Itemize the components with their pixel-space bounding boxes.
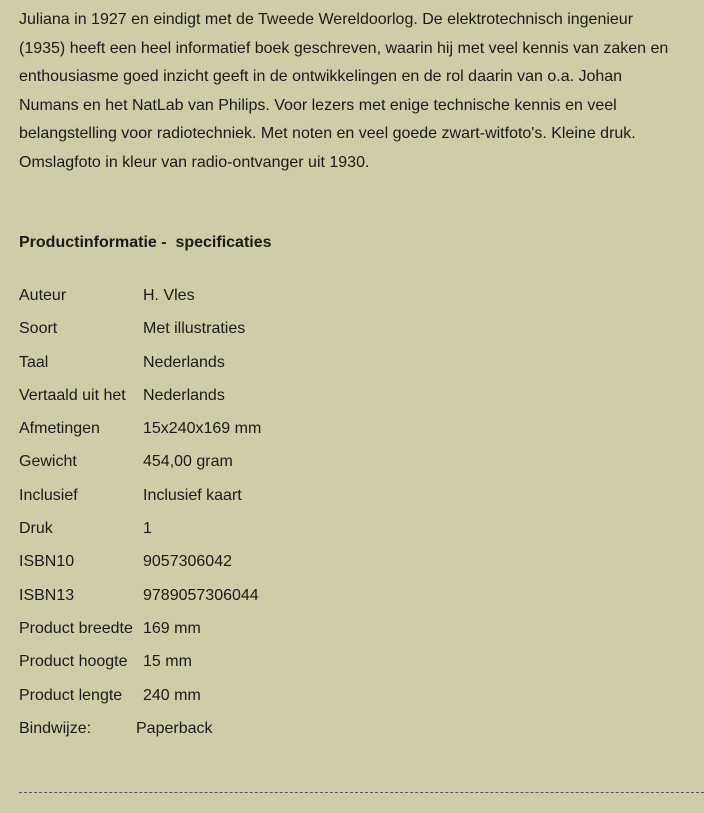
spec-row-product-hoogte <box>19 650 261 683</box>
spec-row-product-breedte <box>19 617 261 650</box>
spec-value: 15x240x169 mm <box>143 420 262 438</box>
spec-value: 9789057306044 <box>143 586 259 604</box>
spec-label: Product breedte <box>19 619 133 637</box>
spec-label: Soort <box>19 320 58 338</box>
spec-row-vertaald-uit <box>19 384 261 417</box>
specifications-list <box>19 284 261 750</box>
spec-label: Bindwijze: <box>19 719 92 737</box>
spec-label: ISBN10 <box>19 553 75 571</box>
description-line: enthousiasme goed inzicht geeft in de ontwikkelingen en de rol daarin van o.a. Johan <box>19 68 623 86</box>
spec-value: Inclusief kaart <box>143 486 242 504</box>
spec-row-taal <box>19 351 261 384</box>
spec-value: 454,00 gram <box>143 453 233 471</box>
spec-label: Auteur <box>19 287 67 304</box>
description-line: belangstelling voor radiotechniek. Met noten en veel goede zwart-witfoto's. Kleine druk. <box>19 125 636 143</box>
spec-label: ISBN13 <box>19 586 75 604</box>
spec-row-gewicht <box>19 450 261 483</box>
spec-label: Vertaald uit het <box>19 386 126 404</box>
spec-label: Druk <box>19 520 53 538</box>
spec-row-afmetingen <box>19 417 261 450</box>
spec-row-isbn13 <box>19 584 261 617</box>
spec-label: Inclusief <box>19 486 78 504</box>
spec-row-auteur <box>19 284 261 317</box>
spec-value: Nederlands <box>143 353 225 371</box>
description-line: (1935) heeft een heel informatief boek geschreven, waarin hij met veel kennis van zaken en <box>19 39 669 57</box>
spec-value: 1 <box>143 520 152 538</box>
spec-row-product-lengte <box>19 684 261 717</box>
spec-value: Nederlands <box>143 386 225 404</box>
description-line: Omslagfoto in kleur van radio-ontvanger uit 1930. <box>19 153 370 171</box>
spec-label: Product hoogte <box>19 653 128 671</box>
spec-value: Paperback <box>136 719 213 737</box>
product-description <box>19 6 668 178</box>
spec-row-bindwijze <box>19 717 261 750</box>
spec-value: 15 mm <box>143 653 192 671</box>
spec-label: Afmetingen <box>19 420 100 438</box>
spec-row-druk <box>19 517 261 550</box>
spec-value: Met illustraties <box>143 320 246 338</box>
spec-value: H. Vles <box>143 287 195 304</box>
spec-label: Taal <box>19 353 49 371</box>
spec-row-isbn10 <box>19 550 261 583</box>
spec-value: 169 mm <box>143 619 201 637</box>
spec-value: 9057306042 <box>143 553 232 571</box>
description-line: Juliana in 1927 en eindigt met de Tweede Wereldoorlog. De elektrotechnisch ingenieur <box>19 11 634 28</box>
description-line: Numans en het NatLab van Philips. Voor lezers met enige technische kennis en veel <box>19 96 617 114</box>
spec-row-inclusief <box>19 484 261 517</box>
dashed-divider <box>19 792 704 793</box>
spec-value: 240 mm <box>143 686 201 704</box>
spec-row-soort <box>19 317 261 350</box>
spec-label: Product lengte <box>19 686 123 704</box>
specifications-heading: Productinformatie - specificaties <box>19 234 272 251</box>
spec-label: Gewicht <box>19 453 77 471</box>
